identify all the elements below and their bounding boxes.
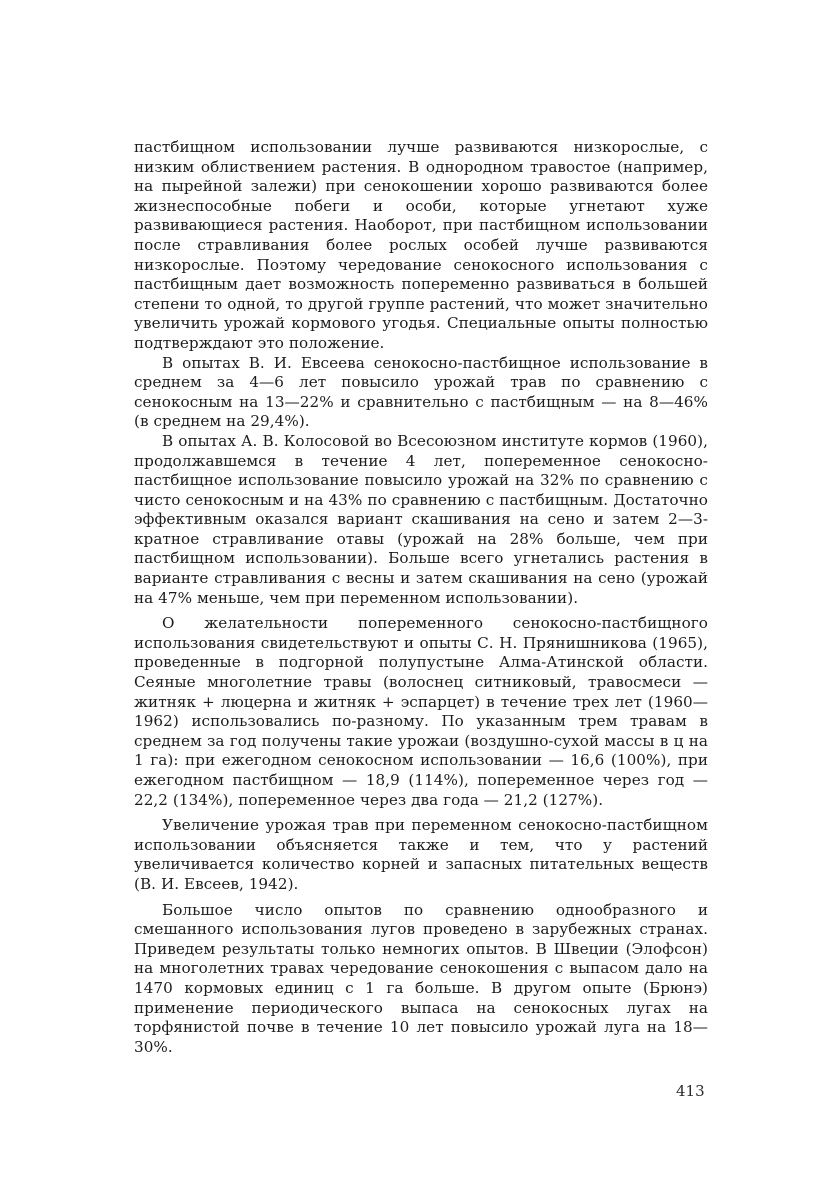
paragraph-1: пастбищном использовании лучше развиваются низкорослые, с низким облиствением растения. В однородном травостое (например, на пырейной залежи) при сенокошении хорошо развиваются более жизнеспособные побеги и особи, которые угнетают хуже развивающиеся растения. Наоборот, при пастбищном использовании после стравливания более рослых особей лучше развиваются низкорослые. Поэтому чередование сенокосного использования с пастбищным дает возможность попеременно развиваться в большей степени то одной, то другой группе растений, что может значительно увеличить урожай кормового угодья. Специальные опыты полностью подтверждают это положение. [134,138,708,352]
page-number: 413 [676,1082,705,1100]
paragraph-3: В опытах А. В. Колосовой во Всесоюзном институте кормов (1960), продолжавшемся в течение 4 лет, попеременное сенокосно-пастбищное использование повысило урожай на 32% по сравнению с чисто сенокосным и на 43% по сравнению с пастбищным. Достаточно эффективным оказался вариант скашивания на сено и затем 2—3-кратное стравливание отавы (урожай на 28% больше, чем при пастбищном использовании). Больше всего угнетались растения в варианте стравливания с весны и затем скашивания на сено (урожай на 47% меньше, чем при переменном использовании). [134,431,708,607]
paragraph-6: Большое число опытов по сравнению однообразного и смешанного использования лугов проведено в зарубежных странах. Приведем результаты только немногих опытов. В Швеции (Элофсон) на многолетних травах чередование сенокошения с выпасом дало на 1470 кормовых единиц с 1 га больше. В другом опыте (Брюнэ) применение периодического выпаса на сенокосных лугах на торфянистой почве в течение 10 лет повысило урожай луга на 18—30%. [134,900,708,1056]
paragraph-4: О желательности попеременного сенокосно-пастбищного использования свидетельствуют и опыты С. Н. Прянишникова (1965), проведенные в подгорной полупустыне Алма-Атинской области. Сеяные многолетние травы (волоснец ситниковый, травосмеси — житняк + люцерна и житняк + эспарцет) в течение трех лет (1960—1962) использовались по-разному. По указанным трем травам в среднем за год получены такие урожаи (воздушно-сухой массы в ц на 1 га): при ежегодном сенокосном использовании — 16,6 (100%), при ежегодном пастбищном — 18,9 (114%), попеременное через год — 22,2 (134%), попеременное через два года — 21,2 (127%). [134,614,708,809]
paragraph-5: Увеличение урожая трав при переменном сенокосно-пастбищном использовании объясняется также и тем, что у растений увеличивается количество корней и запасных питательных веществ (В. И. Евсеев, 1942). [134,816,708,893]
page-body [134,138,708,1057]
paragraph-2: В опытах В. И. Евсеева сенокосно-пастбищное использование в среднем за 4—6 лет повысило урожай трав по сравнению с сенокосным на 13—22% и сравнительно с пастбищным — на 8—46% (в среднем на 29,4%). [134,353,708,431]
